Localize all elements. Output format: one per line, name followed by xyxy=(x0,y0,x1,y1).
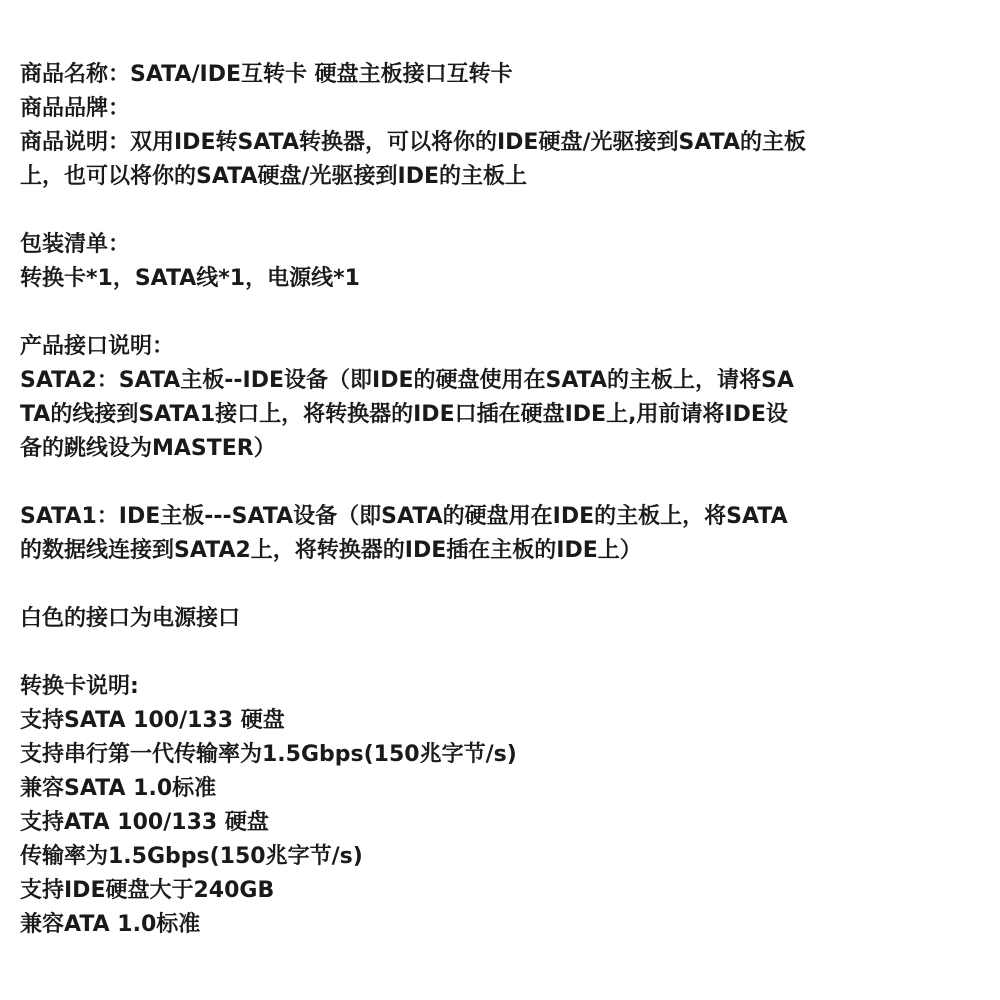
card-spec-heading: 转换卡说明: xyxy=(20,674,139,699)
product-description-document xyxy=(20,58,985,942)
card-spec-item: 兼容ATA 1.0标准 xyxy=(20,912,201,937)
blank-line xyxy=(20,466,985,500)
product-description-line: 商品说明：双用IDE转SATA转换器，可以将你的IDE硬盘/光驱接到SATA的主板 xyxy=(20,130,806,155)
blank-line xyxy=(20,194,985,228)
card-spec-item: 支持ATA 100/133 硬盘 xyxy=(20,810,269,835)
sata2-description-line: 备的跳线设为MASTER） xyxy=(20,436,276,461)
product-name-line: 商品名称：SATA/IDE互转卡 硬盘主板接口互转卡 xyxy=(20,62,513,87)
product-brand-line: 商品品牌： xyxy=(20,96,131,121)
blank-line xyxy=(20,296,985,330)
product-description-line: 上，也可以将你的SATA硬盘/光驱接到IDE的主板上 xyxy=(20,164,528,189)
interface-heading: 产品接口说明： xyxy=(20,334,175,359)
blank-line xyxy=(20,636,985,670)
power-interface-note: 白色的接口为电源接口 xyxy=(20,606,241,631)
card-spec-item: 支持串行第一代传输率为1.5Gbps(150兆字节/s) xyxy=(20,742,517,767)
sata1-description-line: SATA1：IDE主板---SATA设备（即SATA的硬盘用在IDE的主板上，将SATA xyxy=(20,504,788,529)
sata2-description-line: TA的线接到SATA1接口上，将转换器的IDE口插在硬盘IDE上,用前请将IDE设 xyxy=(20,402,788,427)
sata1-description-line: 的数据线连接到SATA2上，将转换器的IDE插在主板的IDE上） xyxy=(20,538,642,563)
package-contents: 转换卡*1，SATA线*1，电源线*1 xyxy=(20,266,360,291)
card-spec-item: 兼容SATA 1.0标准 xyxy=(20,776,217,801)
card-spec-item: 传输率为1.5Gbps(150兆字节/s) xyxy=(20,844,363,869)
card-spec-item: 支持SATA 100/133 硬盘 xyxy=(20,708,285,733)
sata2-description-line: SATA2：SATA主板--IDE设备（即IDE的硬盘使用在SATA的主板上，请将SA xyxy=(20,368,794,393)
package-heading: 包装清单： xyxy=(20,232,131,257)
blank-line xyxy=(20,568,985,602)
card-spec-item: 支持IDE硬盘大于240GB xyxy=(20,878,275,903)
